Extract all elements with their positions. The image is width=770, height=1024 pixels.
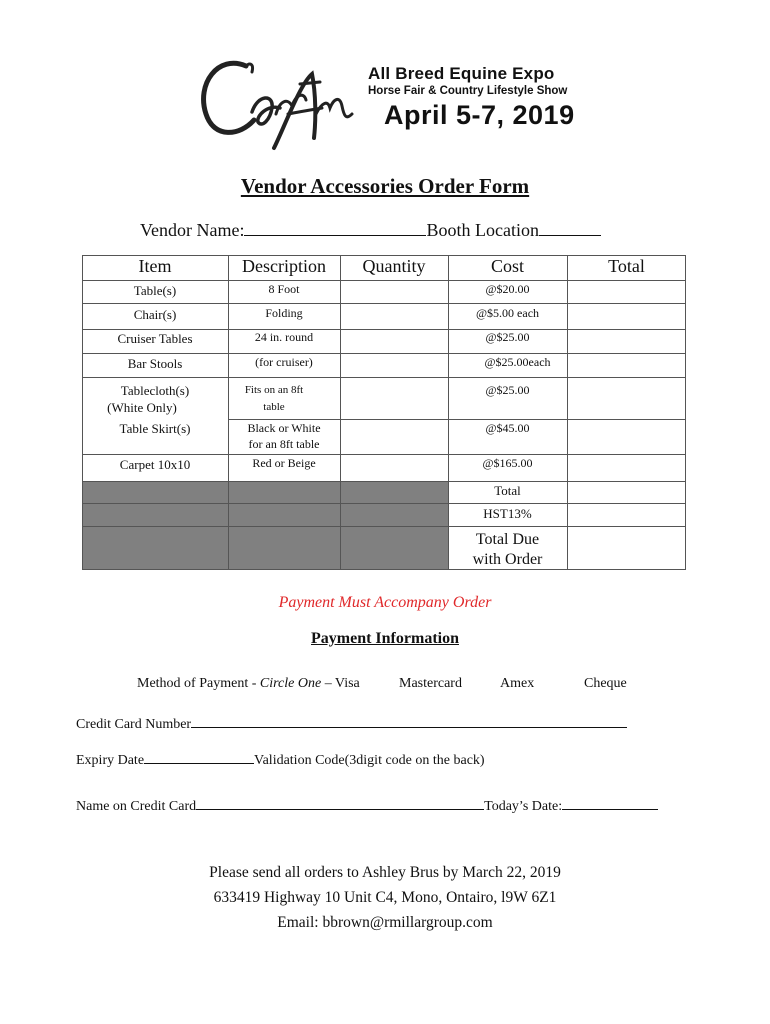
row-item: Cruiser Tables — [117, 331, 193, 346]
expo-dates: April 5-7, 2019 — [384, 100, 575, 130]
col-header-item: Item — [138, 256, 172, 276]
row-cost: @$165.00 — [482, 456, 533, 470]
booth-location-field[interactable] — [539, 218, 601, 236]
row-description: (for cruiser) — [255, 355, 313, 369]
row-cost: @$5.00 each — [475, 306, 540, 320]
payment-info-title: Payment Information — [311, 630, 459, 647]
form-title: Vendor Accessories Order Form — [240, 174, 530, 198]
name-on-card-field[interactable] — [196, 794, 484, 810]
footer-email[interactable]: Email: bbrown@rmillargroup.com — [277, 914, 493, 931]
name-on-card-row: Name on Credit Card Today’s Date: — [76, 794, 658, 815]
expo-title: All Breed Equine Expo — [368, 64, 555, 83]
row-cost: @$25.00each — [484, 355, 551, 369]
col-header-total: Total — [608, 256, 645, 276]
option-cheque[interactable]: Cheque — [584, 676, 627, 691]
summary-total-due-label: Total Due with Order — [472, 531, 543, 568]
todays-date-field[interactable] — [562, 794, 658, 810]
vendor-name-row — [140, 218, 601, 241]
expiry-row: Expiry Date Validation Code(3digit code on the back) — [76, 748, 485, 769]
row-description: Folding — [265, 306, 303, 320]
row-item: Bar Stools — [127, 356, 183, 371]
col-header-description: Description — [242, 256, 326, 276]
footer-line-2: 633419 Highway 10 Unit C4, Mono, Ontairo, l9W 6Z1 — [213, 889, 557, 906]
validation-label: Validation Code(3digit code on the back) — [254, 753, 485, 768]
expo-subtitle: Horse Fair & Country Lifestyle Show — [368, 85, 568, 97]
row-description: Red or Beige — [252, 456, 316, 470]
credit-card-row: Credit Card Number — [76, 712, 627, 733]
row-item: Tablecloth(s) — [120, 383, 190, 398]
footer-line-1: Please send all orders to Ashley Brus by March 22, 2019 — [209, 864, 561, 881]
credit-card-field[interactable] — [191, 712, 627, 728]
vendor-name-label: Vendor Name: — [140, 220, 245, 240]
row-description: Black or White — [247, 421, 321, 435]
col-header-quantity: Quantity — [362, 256, 426, 276]
row-cost: @$25.00 — [485, 330, 530, 344]
row-description-note: for an 8ft table — [248, 437, 320, 451]
row-item: Table(s) — [133, 283, 177, 298]
order-table — [82, 255, 686, 570]
can-am-logo — [188, 44, 358, 154]
row-item: Carpet 10x10 — [119, 457, 191, 472]
todays-date-label: Today’s Date: — [484, 799, 563, 814]
payment-must-accompany: Payment Must Accompany Order — [278, 594, 492, 611]
row-item: Table Skirt(s) — [119, 421, 191, 436]
row-description: Fits on an 8ft — [244, 384, 304, 396]
row-cost: @$20.00 — [485, 282, 530, 296]
row-cost: @$45.00 — [485, 421, 530, 435]
col-header-cost: Cost — [490, 256, 524, 276]
summary-total-label: Total — [494, 483, 521, 498]
row-item: Chair(s) — [133, 307, 177, 322]
vendor-name-field[interactable] — [244, 218, 426, 236]
expiry-field[interactable] — [144, 748, 254, 764]
row-description-note: table — [263, 401, 285, 413]
row-cost: @$25.00 — [485, 383, 530, 397]
row-description: 24 in. round — [254, 330, 314, 344]
row-item-note: (White Only) — [107, 400, 177, 415]
summary-hst-label: HST13% — [483, 506, 532, 521]
booth-location-label: Booth Location — [426, 220, 539, 240]
option-mastercard[interactable]: Mastercard — [399, 676, 462, 691]
option-amex[interactable]: Amex — [500, 676, 535, 691]
method-of-payment: Method of Payment - Circle One – Visa — [137, 676, 360, 691]
row-description: 8 Foot — [268, 282, 300, 296]
